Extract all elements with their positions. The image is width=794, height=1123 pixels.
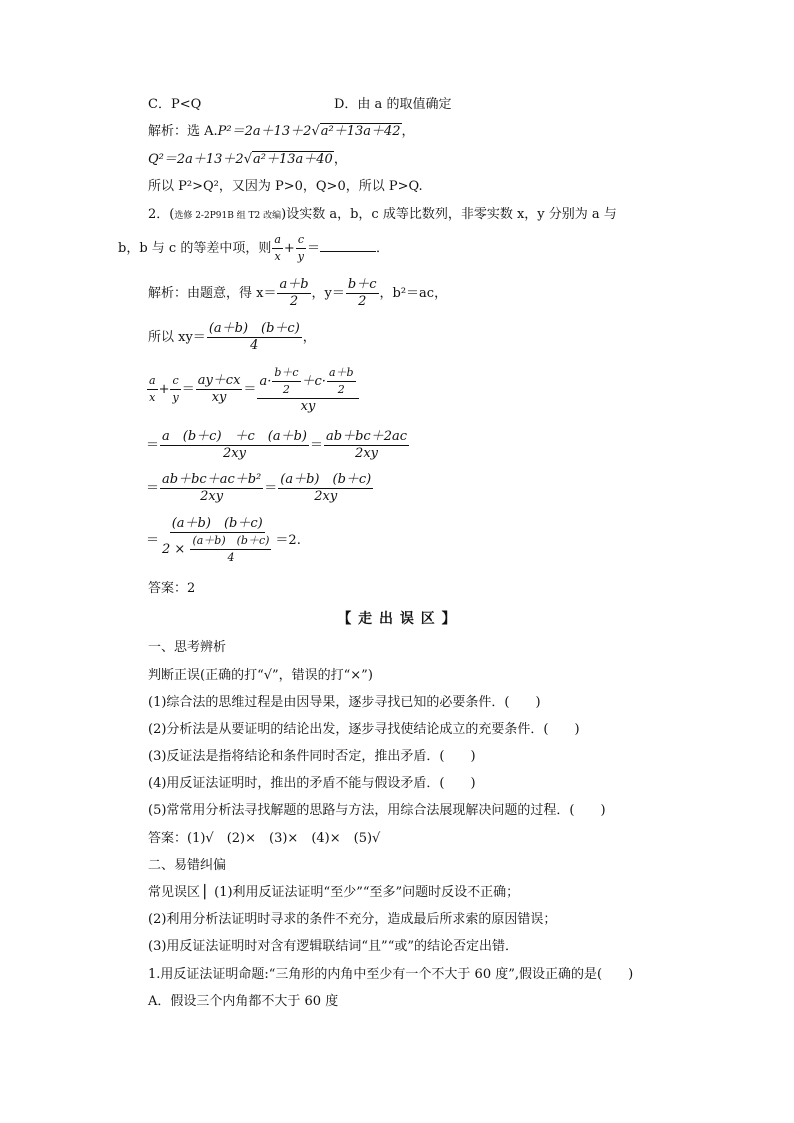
frac-num: (a＋b) (b＋c) bbox=[208, 321, 300, 336]
frac-num: c bbox=[296, 232, 306, 249]
q-squared-expr: Q²＝2a＋13＋2 bbox=[148, 152, 244, 167]
punct: ， bbox=[401, 124, 415, 139]
text: 2 × bbox=[162, 541, 186, 557]
judge-item: (4)用反证法证明时，推出的矛盾不能与假设矛盾．( ) bbox=[148, 776, 476, 791]
text: ＝2. bbox=[275, 533, 301, 548]
text: 所以 xy＝ bbox=[148, 330, 206, 345]
solution-line-6: ＝ (a＋b) (b＋c) 2 × $\frac{(a+b) (b+c)}{4}$ ＝2. bbox=[146, 515, 301, 564]
solution-line-5: ＝ $\frac{\text{ab＋bc＋ac＋b²}}{2xy}$ ＝ $\frac{(a+b) (b+c)}{2xy}$ bbox=[146, 472, 372, 504]
solution-line-2 bbox=[148, 320, 316, 356]
frac-num: a (b＋c) ＋c (a＋b) bbox=[162, 429, 308, 444]
radicand-1: a²＋13a＋42 bbox=[320, 124, 401, 139]
text: ＋c· bbox=[301, 373, 326, 389]
frac-den: 4 bbox=[227, 550, 235, 564]
section-title: 【 走 出 误 区 】 bbox=[337, 611, 457, 627]
error-line-1: 常见误区 ▏(1)利用反证法证明“至少”“至多”问题时反设不正确； bbox=[148, 885, 520, 900]
frac-den: 2xy bbox=[314, 489, 338, 504]
frac-num: b＋c bbox=[347, 277, 377, 292]
problem-text: )设实数 a，b，c 成等比数列，非零实数 x，y 分别为 a 与 bbox=[281, 207, 617, 222]
frac-den: 2 bbox=[289, 294, 299, 309]
question-1-option-a: A．假设三个内角都不大于 60 度 bbox=[148, 994, 339, 1009]
frac-den: 2xy bbox=[223, 446, 246, 461]
frac-den: 2 bbox=[337, 382, 345, 396]
problem-source: 选修 2-2P91B 组 T2 改编 bbox=[174, 211, 282, 221]
big-numerator bbox=[257, 365, 358, 399]
frac-den: xy bbox=[300, 398, 316, 414]
frac-num: (a＋b) (b＋c) bbox=[171, 515, 263, 531]
problem-text-2: b，b 与 c 的等差中项，则 bbox=[118, 241, 272, 256]
frac-num: a bbox=[272, 232, 283, 249]
op: + bbox=[283, 241, 295, 256]
judge-item: (3)反证法是指将结论和条件同时否定，推出矛盾．( ) bbox=[148, 749, 476, 764]
analysis-line-3: 所以 P²>Q²，又因为 P>0，Q>0，所以 P>Q. bbox=[148, 179, 423, 194]
solution-line-1 bbox=[148, 276, 447, 312]
radicand-2: a²＋13a＋40 bbox=[253, 152, 333, 167]
answer-2: 答案：2 bbox=[148, 581, 196, 596]
text: 解析：由题意，得 x＝ bbox=[148, 286, 277, 301]
frac-den: y bbox=[297, 250, 305, 263]
frac-num: ay＋cx bbox=[197, 373, 241, 388]
judge-item: (1)综合法的思维过程是由因导果，逐步寻找已知的必要条件．( ) bbox=[148, 695, 541, 710]
error-line-2: (2)利用分析法证明时寻求的条件不充分，造成最后所求索的原因错误； bbox=[148, 912, 557, 927]
text: a· bbox=[259, 373, 272, 389]
sqrt-sign-icon: √ bbox=[311, 124, 320, 139]
text: ，y＝ bbox=[311, 286, 345, 301]
heading-2: 二、易错纠偏 bbox=[148, 858, 227, 873]
error-line-3: (3)用反证法证明时对含有逻辑联结词“且”“或”的结论否定出错． bbox=[148, 939, 518, 954]
judge-item: (5)常常用分析法寻找解题的思路与方法，用综合法展现解决问题的过程．( ) bbox=[148, 803, 606, 818]
frac-num: (a＋b) (b＋c) bbox=[280, 472, 372, 487]
solution-line-3: $\frac{a}{x}$ + $\frac{c}{y}$ ＝ $\frac{ay+cx}{xy}$ ＝ a· $\frac{b+c}{2}$ ＋c· $\frac{a+b}{2}$ xy bbox=[146, 364, 360, 416]
frac-num: a＋b bbox=[279, 277, 309, 292]
problem-2-line-2 bbox=[118, 232, 389, 266]
frac-den: 2 bbox=[282, 382, 290, 396]
question-1: 1.用反证法证明命题:“三角形的内角中至少有一个不大于 60 度”,假设正确的是( ) bbox=[148, 967, 634, 982]
frac-num: a bbox=[147, 373, 158, 390]
op: ＝ bbox=[307, 241, 321, 256]
frac-num: c bbox=[170, 373, 180, 390]
text: ， bbox=[302, 330, 316, 345]
analysis-line-1 bbox=[148, 123, 415, 141]
option-c: C．P<Q bbox=[148, 97, 202, 112]
frac-num: ab＋bc＋ac＋b² bbox=[162, 472, 262, 487]
sqrt-sign-icon: √ bbox=[243, 152, 253, 167]
frac-den: x bbox=[274, 250, 281, 263]
intro-text: 判断正误(正确的打“√”，错误的打“×”) bbox=[148, 668, 373, 683]
text: ，b²＝ac， bbox=[379, 286, 448, 301]
analysis-line-2 bbox=[148, 151, 347, 169]
frac-den: 2xy bbox=[200, 489, 224, 504]
frac-den: 4 bbox=[250, 338, 259, 353]
answers: 答案：(1)√ (2)× (3)× (4)× (5)√ bbox=[148, 831, 381, 846]
frac-den: y bbox=[172, 391, 179, 404]
frac-den: 2 bbox=[358, 294, 367, 309]
frac-den: 2xy bbox=[355, 446, 378, 461]
judge-item: (2)分析法是从要证明的结论出发，逐步寻找使结论成立的充要条件．( ) bbox=[148, 722, 580, 737]
frac-num: b＋c bbox=[272, 365, 300, 382]
compound-den bbox=[160, 533, 274, 566]
frac-num: ab＋bc＋2ac bbox=[326, 429, 408, 444]
answer-blank[interactable] bbox=[320, 239, 376, 252]
punct: ． bbox=[376, 241, 390, 256]
problem-number: 2．( bbox=[148, 207, 175, 222]
heading-1: 一、思考辨析 bbox=[148, 640, 227, 655]
frac-den: x bbox=[149, 391, 156, 404]
frac-den: xy bbox=[211, 390, 227, 405]
solution-line-4: ＝ $\frac{a (b+c) +c (a+b)}{2xy}$ ＝ $\frac{ab+bc+2ac}{2xy}$ bbox=[146, 429, 408, 461]
punct: ， bbox=[333, 152, 347, 167]
p-squared-expr: P²＝2a＋13＋2 bbox=[217, 124, 312, 139]
problem-2-line-1 bbox=[148, 206, 617, 225]
analysis-label: 解析：选 A. bbox=[148, 124, 218, 139]
frac-num: a＋b bbox=[327, 365, 356, 382]
option-d: D．由 a 的取值确定 bbox=[334, 97, 452, 112]
frac-num: (a＋b) (b＋c) bbox=[190, 533, 271, 550]
